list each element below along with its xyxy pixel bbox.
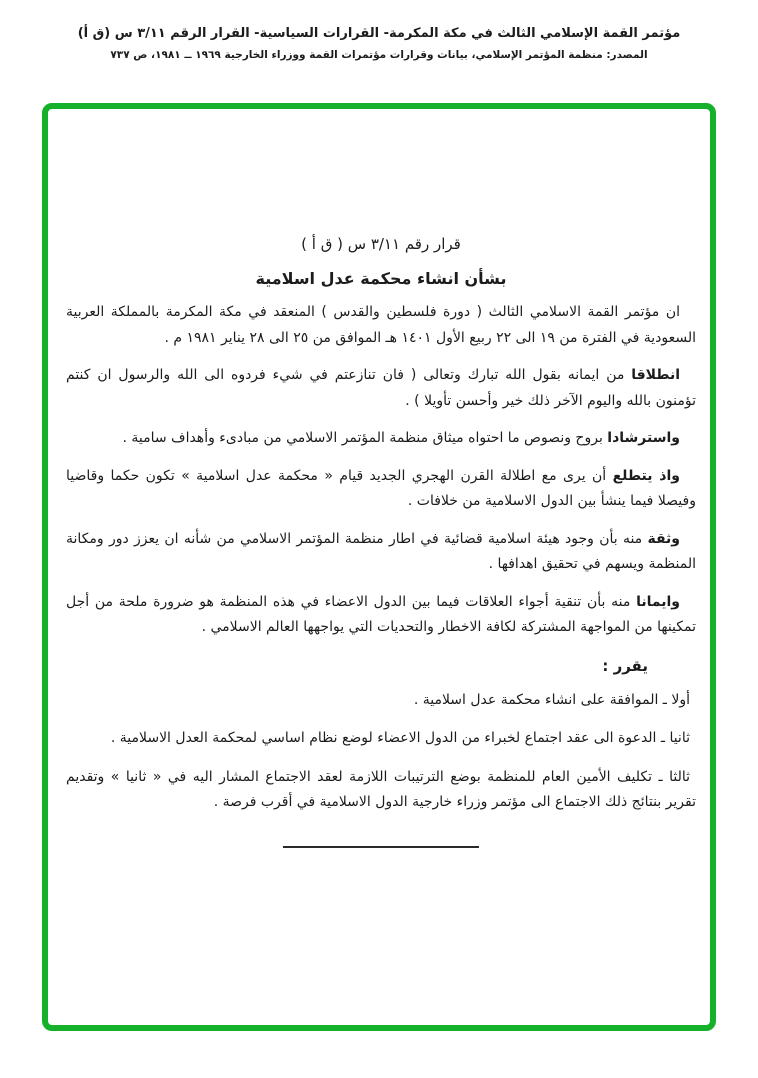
decision-subject-title: بشأن انشاء محكمة عدل اسلامية [255,269,507,288]
paragraph-text: منه بأن وجود هيئة اسلامية قضائية في اطار منظمة المؤتمر الاسلامي من شأنه ان يعزز دور ومكانة المنظمة ويسهم في تحقيق اهدافها . [66,530,696,572]
resolution-item: ثانيا ـ الدعوة الى عقد اجتماع لخبراء من الدول الاعضاء لوضع نظام اساسي لمحكمة العدل الاسلامية . [110,730,690,746]
paragraph-lead-word: وايمانا [636,593,680,610]
header-source-line: المصدر: منظمة المؤتمر الإسلامي، بيانات وقرارات مؤتمرات القمة ووزراء الخارجية ١٩٦٩ ــ ١٩٨١، ص ٧٣٧ [110,49,648,61]
paragraph-lead-word: وثقة [647,530,680,547]
preamble-paragraph [66,300,696,351]
preamble-paragraph [66,590,696,641]
resolution-item: ثالثا ـ تكليف الأمين العام للمنظمة بوضع الترتيبات اللازمة لعقد الاجتماع المشار اليه في « ثانيا » وتقديم تقرير بنتائج ذلك الاجتماع الى مؤتمر وزراء خارجية الدول الاسلامية في أقرب فرصة . [66,768,696,810]
decision-number-title: قرار رقم ٣/١١ س ( ق أ ) [301,235,461,253]
document-frame [42,103,716,1031]
paragraph-text: منه بأن تنقية أجواء العلاقات فيما بين الدول الاعضاء في هذه المنظمة هو ضرورة ملحة من أجل تمكينها من المواجهة المشتركة لكافة الاخطار والتحديات التي يواجهها العالم الاسلامي . [66,593,696,635]
preamble-paragraph [66,464,696,515]
paragraph-text: بروح ونصوص ما احتواه ميثاق منظمة المؤتمر الاسلامي من مبادىء وأهداف سامية . [122,430,608,446]
preamble-paragraph [66,363,696,414]
paragraph-text: أن يرى مع اطلالة القرن الهجري الجديد قيام « محكمة عدل اسلامية » تكون حكما وقاضيا وفيصلا فيما ينشأ بين الدول الاسلامية من خلافات . [66,467,696,509]
resolution-item: أولا ـ الموافقة على انشاء محكمة عدل اسلامية . [413,691,690,708]
paragraph-lead-word: واسترشادا [607,430,680,446]
paragraph-lead-word: انطلاقا [631,367,680,383]
footer-divider [283,846,479,848]
resolution-heading: يقرر : [602,656,648,675]
preamble-paragraph [66,527,696,578]
document-body [48,109,710,1025]
paragraph-lead-word: واذ يتطلع [612,467,680,484]
document-header [0,26,758,61]
header-citation-line: مؤتمر القمة الإسلامي الثالث في مكة المكرمة- القرارات السياسية- القرار الرقم ٣/١١ س (ق أ) [77,26,681,41]
preamble-paragraph [66,426,696,452]
paragraph-text: ان مؤتمر القمة الاسلامي الثالث ( دورة فلسطين والقدس ) المنعقد في مكة المكرمة بالمملكة العربية السعودية في الفترة من ١٩ الى ٢٢ ربيع الأول ١٤٠١ هـ الموافق من ٢٥ الى ٢٨ يناير ١٩٨١ م . [66,304,696,346]
paragraph-text: من ايمانه بقول الله تبارك وتعالى ( فان تنازعتم في شيء فردوه الى الله والرسول ان كنتم تؤمنون بالله واليوم الآخر ذلك خير وأحسن تأويلا ) . [66,367,696,409]
